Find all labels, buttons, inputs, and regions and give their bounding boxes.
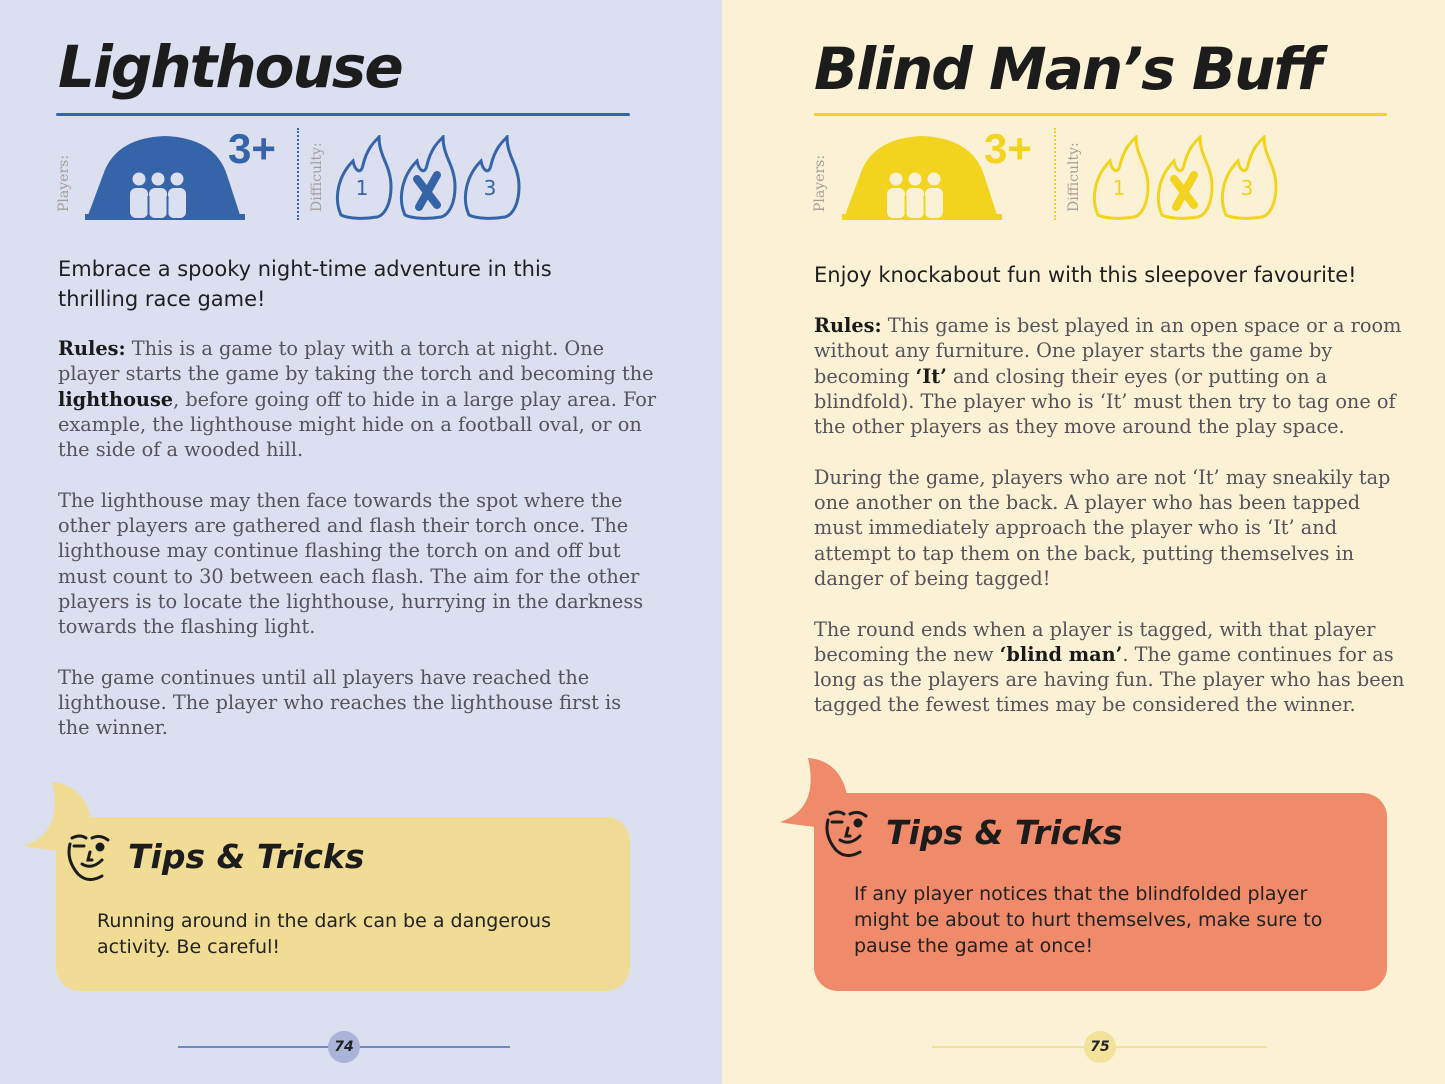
players-label: Players:: [56, 154, 72, 212]
winking-face-icon: [64, 830, 114, 890]
rules-text: This is a game to play with a torch at night. One player starts the game by taking the torch and becoming the: [58, 337, 654, 386]
winking-face-icon: [822, 806, 872, 866]
rules-paragraph-1: [814, 313, 1414, 439]
difficulty-label: Difficulty:: [309, 142, 325, 212]
rules-body: [814, 313, 1414, 743]
svg-text:1: 1: [1112, 176, 1126, 200]
players-count: 3+: [984, 125, 1032, 172]
intro-text: Embrace a spooky night-time adventure in this thrilling race game!: [58, 257, 552, 311]
rules-label: Rules:: [58, 337, 126, 360]
tips-title: Tips & Tricks: [128, 837, 365, 876]
svg-text:3: 3: [483, 176, 497, 200]
rules-text: This game is best played in an open space or a room without any furniture. One player starts the game by becoming: [814, 314, 1402, 388]
rules-paragraph-2: During the game, players who are not ‘It’ may sneakily tap one another on the back. A player who has been tapped must immediately approach the player who is ‘It’ and attempt to tap them on the back, putting themselves in danger of being tagged!: [814, 465, 1391, 590]
intro-text: Enjoy knockabout fun with this sleepover favourite!: [814, 263, 1357, 287]
tips-title: Tips & Tricks: [886, 813, 1123, 852]
rules-bold-term: ‘blind man’: [999, 642, 1123, 666]
title-underline: [814, 113, 1387, 116]
rules-text: and closing their eyes (or putting on a blindfold). The player who is ‘It’ must then try to tag one of the other players as they move around the play space.: [814, 364, 1396, 439]
svg-text:3: 3: [1240, 176, 1254, 200]
difficulty-label: Difficulty:: [1066, 142, 1082, 212]
divider: [297, 128, 299, 220]
tips-text: If any player notices that the blindfolded player might be about to hurt themselves, make sure to pause the game at once!: [854, 883, 1323, 957]
rules-paragraph-3: [814, 617, 1414, 718]
rules-body: [58, 336, 658, 766]
difficulty-flames-icon: [1090, 135, 1280, 225]
rules-text: The round ends when a player is tagged, with that player becoming the new: [814, 617, 1376, 666]
rules-text: , before going off to hide in a large play area. For example, the lighthouse might hide on a football oval, or on the side of a wooded hill.: [58, 387, 657, 462]
page-title: Blind Man’s Buff: [814, 35, 1320, 103]
rules-bold-term: lighthouse: [58, 387, 174, 411]
players-tent-icon: [85, 130, 245, 222]
divider: [1054, 128, 1056, 220]
title-underline: [56, 113, 630, 116]
page-number: 74: [328, 1031, 360, 1063]
page-title: Lighthouse: [58, 33, 402, 101]
svg-text:1: 1: [355, 176, 369, 200]
page-number: 75: [1084, 1031, 1116, 1063]
rules-text: . The game continues for as long as the players are having fun. The player who has been tagged the fewest times may be considered the winner.: [814, 642, 1405, 717]
left-page: [0, 0, 722, 1084]
rules-label: Rules:: [814, 314, 882, 337]
players-count: 3+: [228, 125, 276, 172]
rules-paragraph-3: The game continues until all players have reached the lighthouse. The player who reaches the lighthouse first is the winner.: [58, 665, 622, 740]
players-tent-icon: [842, 130, 1002, 222]
right-page: [722, 0, 1445, 1084]
difficulty-flames-icon: [333, 135, 523, 225]
rules-bold-term: ‘It’: [915, 364, 947, 388]
tips-text: Running around in the dark can be a dangerous activity. Be careful!: [97, 910, 551, 958]
rules-paragraph-2: The lighthouse may then face towards the spot where the other players are gathered and flash their torch once. The lighthouse may continue flashing the torch on and off but must count to 30 between each flash. The aim for the other players is to locate the lighthouse, hurrying in the darkness towards the flashing light.: [58, 488, 644, 639]
players-label: Players:: [812, 154, 828, 212]
rules-paragraph-1: [58, 336, 658, 462]
